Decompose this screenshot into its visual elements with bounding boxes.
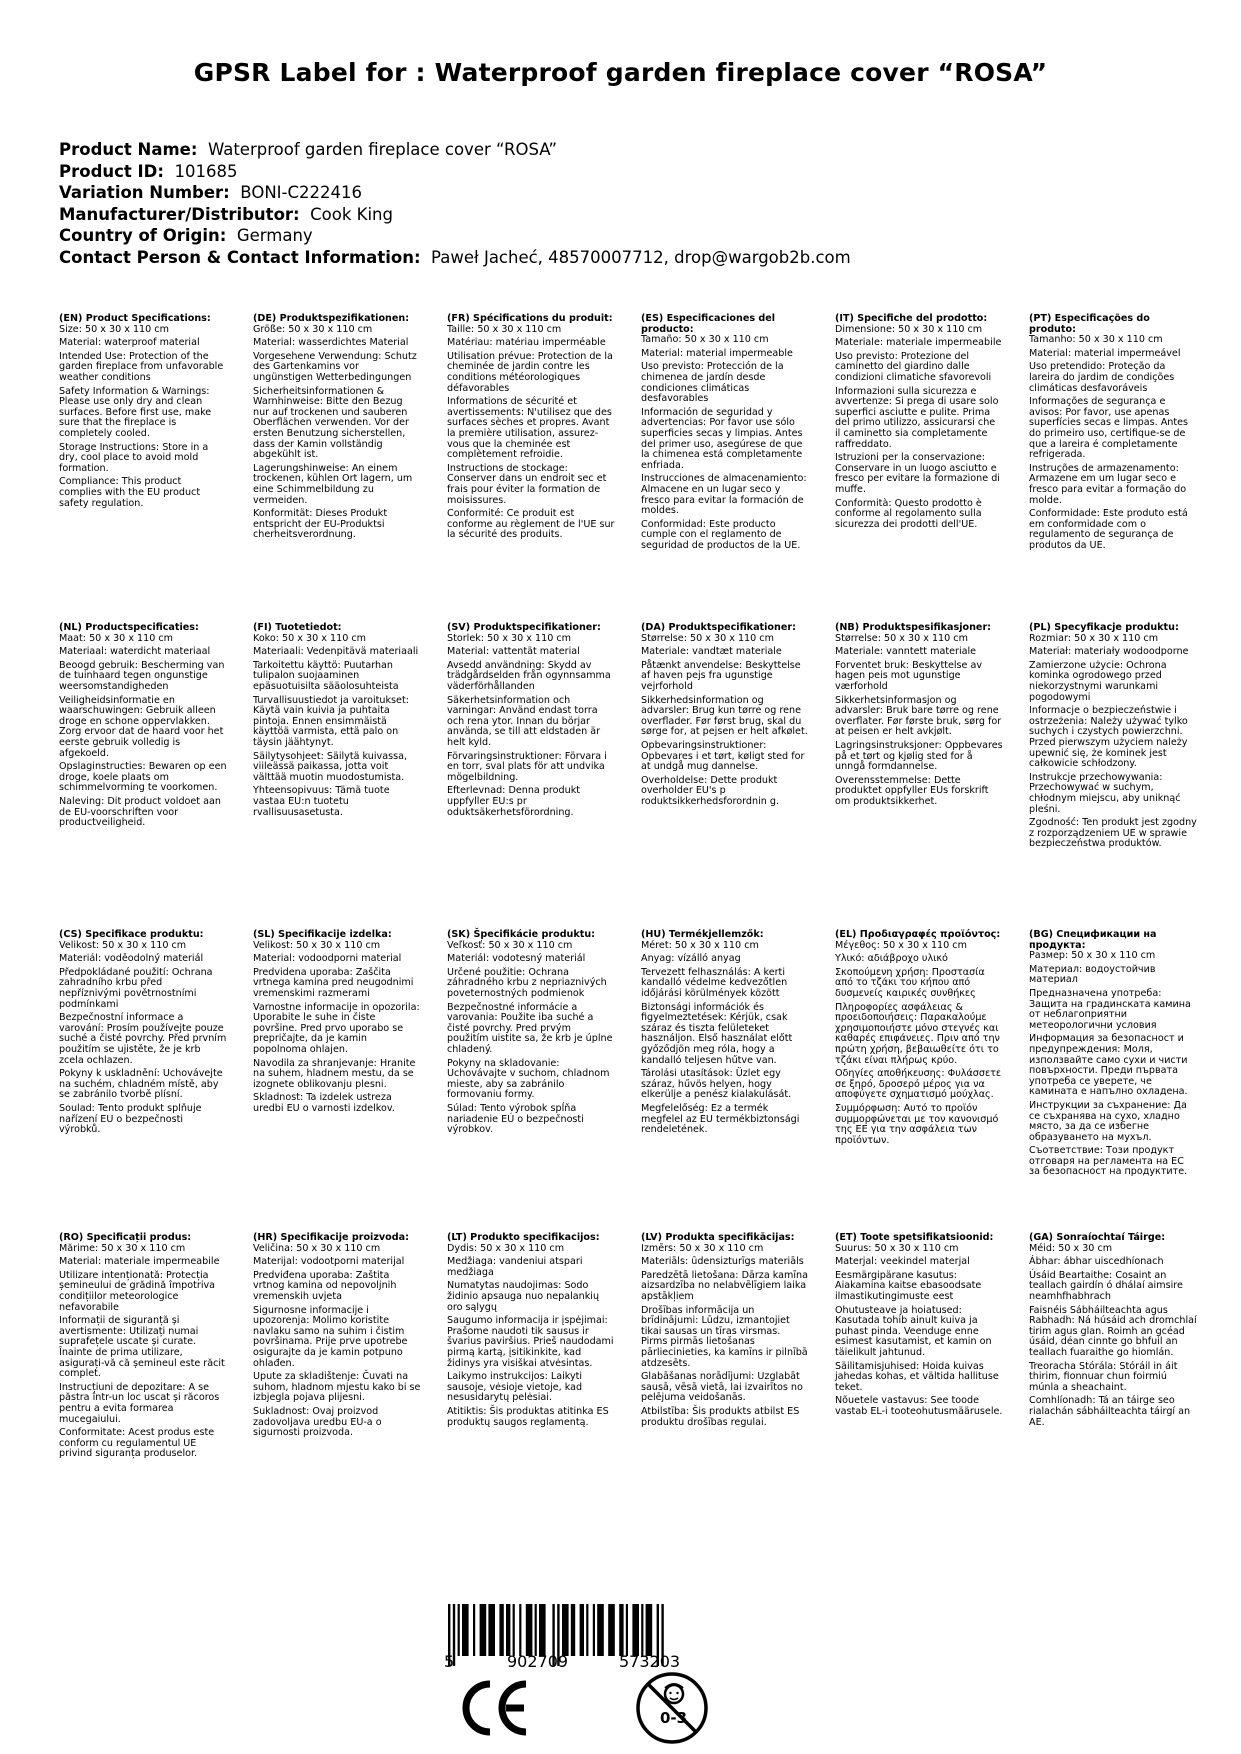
- spec-line: Zamierzone użycie: Ochrona kominka ogrodowego przed niekorzystnymi warunkami pogodowymi: [1029, 659, 1167, 703]
- spec-heading: (EN) Product Specifications:: [59, 313, 211, 324]
- country-row: [59, 225, 851, 247]
- spec-heading: (ES) Especificaciones del producto:: [641, 313, 776, 335]
- spec-block: [447, 1233, 615, 1431]
- spec-line: Μέγεθος: 50 x 30 x 110 cm: [835, 939, 967, 951]
- spec-line: Säilytysohjeet: Säilytä kuivassa, viileässä paikassa, jotta voit välttää muotin muodostumista.: [253, 750, 408, 783]
- spec-block: [447, 930, 615, 1139]
- spec-line: Conformité: Ce produit est conforme au règlement de l'UE sur la sécurité des produits.: [447, 508, 615, 541]
- spec-line: Informacje o bezpieczeństwie i ostrzeżenia: Należy używać tylko suchych i czystych powierzchni. Przed pierwszym użyciem należy upewnić się, że kominek jest całkowicie schłodzony.: [1029, 705, 1188, 770]
- spec-line: Storage Instructions: Store in a dry, cool place to avoid mold formation.: [59, 441, 209, 474]
- age-warning-label: 0-3: [660, 1709, 688, 1727]
- spec-line: Materiale: vanntett materiale: [835, 646, 977, 658]
- ce-mark-icon: [458, 1678, 530, 1738]
- spec-block: [641, 1233, 809, 1431]
- spec-line: Informații de siguranță și avertismente: Utilizați numai suprafețele uscate și curate. Înainte de prima utilizare, asigurați-vă că șemineul este răcit complet.: [59, 1315, 225, 1380]
- spec-line: Conformidade: Este produto está em conformidade com o regulamento de segurança de produtos da UE.: [1029, 508, 1188, 551]
- spec-line: Anyag: vízálló anyag: [641, 953, 741, 965]
- spec-heading: (ET) Toote spetsifikatsioonid:: [835, 1232, 994, 1243]
- spec-block: [835, 314, 1003, 533]
- spec-line: Comhlíonadh: Tá an táirge seo rialachán sábháilteachta táirgí an AE.: [1029, 1395, 1191, 1428]
- spec-line: Materiál: voděodolný materiál: [59, 953, 204, 965]
- spec-line: Säilitamisjuhised: Hoida kuivas jahedas kohas, et vältida hallituse teket.: [835, 1360, 999, 1393]
- spec-line: Säkerhetsinformation och varningar: Använd endast torra och rena ytor. Innan du börjar använda, se till att eldstaden är helt kyld.: [447, 694, 601, 748]
- spec-line: Tervezett felhasználás: A kerti kandalló védelme kedvezőtlen időjárási körülmények között: [641, 966, 788, 999]
- spec-line: Úsáid Beartaithe: Cosaint an teallach gairdín ó dhálaí aimsire neamhfhabhrach: [1029, 1269, 1183, 1302]
- spec-line: Upute za skladištenje: Čuvati na suhom, hladnom mjestu kako bi se izbjegla pojava plijesni.: [253, 1371, 421, 1404]
- spec-heading: (GA) Sonraíochtaí Táirge:: [1029, 1232, 1166, 1243]
- info-label: Product Name:: [59, 140, 198, 159]
- spec-line: Sikkerhetsinformasjon og advarsler: Bruk bare tørre og rene overflater. Før første bruk, sørg for at peisen er helt avkjølt.: [835, 694, 1002, 738]
- spec-line: Předpokládané použití: Ochrana zahradního krbu před nepříznivými povětrnostními podmínkami: [59, 966, 213, 1010]
- spec-line: Size: 50 x 30 x 110 cm: [59, 323, 169, 335]
- barcode-bar: [499, 1604, 503, 1656]
- spec-line: Naleving: Dit product voldoet aan de EU-voorschriften voor productveiligheid.: [59, 795, 221, 829]
- spec-block: [1029, 1233, 1197, 1431]
- spec-line: Съответствие: Този продукт отговаря на регламента на ЕС за безопасност на продуктите.: [1029, 1145, 1188, 1178]
- spec-heading: (FR) Spécifications du produit:: [447, 313, 613, 324]
- spec-heading: (HU) Termékjellemzők:: [641, 929, 764, 940]
- spec-line: Materiaal: waterdicht materiaal: [59, 646, 211, 658]
- spec-line: Predvidena uporaba: Zaščita vrtnega kamina pred neugodnimi vremenskimi razmerami: [253, 966, 414, 999]
- spec-line: Conformità: Questo prodotto è conforme al regolamento sulla sicurezza dei prodotti dell'UE.: [835, 497, 982, 530]
- barcode-bar: [580, 1604, 584, 1656]
- info-value: BONI-C222416: [240, 183, 362, 202]
- spec-block: [1029, 623, 1197, 853]
- spec-line: Turvallisuustiedot ja varoitukset: Käytä vain kuivia ja puhtaita pintoja. Ennen ensimmäistä käyttöä varmista, että palo on täysin jäähtynyt.: [253, 694, 409, 748]
- info-label: Country of Origin:: [59, 226, 227, 245]
- spec-line: Izmērs: 50 x 30 x 110 cm: [641, 1242, 764, 1254]
- spec-line: Tárolási utasítások: Üzlet egy száraz, hűvös helyen, hogy elkerülje a penész kialakulását.: [641, 1068, 792, 1101]
- spec-line: Instrucciones de almacenamiento: Almacene en un lugar seco y fresco para evitar la formación de moldes.: [641, 473, 807, 517]
- spec-heading: (PT) Especificações do produto:: [1029, 313, 1150, 335]
- spec-block: [1029, 314, 1197, 554]
- spec-line: Instructions de stockage: Conserver dans un endroit sec et frais pour éviter la formation de moisissures.: [447, 462, 607, 506]
- spec-heading: (EL) Προδιαγραφές προϊόντος:: [835, 929, 1001, 940]
- spec-line: Treoracha Stórála: Stóráil in áit thirim, fionnuar chun foirmiú múnla a sheachaint.: [1029, 1360, 1178, 1393]
- spec-heading: (DE) Produktspezifikationen:: [253, 313, 410, 324]
- spec-line: Beoogd gebruik: Bescherming van de tuinhaard tegen ongunstige weersomstandigheden: [59, 659, 225, 692]
- spec-line: Megfelelőség: Ez a termék megfelel az EU termékbiztonsági rendeletének.: [641, 1102, 800, 1136]
- spec-line: Tamanho: 50 x 30 x 110 cm: [1029, 334, 1163, 346]
- spec-line: Material: waterproof material: [59, 337, 200, 349]
- spec-heading: (SV) Produktspecifikationer:: [447, 622, 601, 633]
- barcode-digits-left: 902709: [507, 1652, 569, 1671]
- spec-heading: (DA) Produktspecifikationer:: [641, 622, 796, 633]
- spec-line: Størrelse: 50 x 30 x 110 cm: [641, 632, 774, 644]
- spec-line: Conformidad: Este producto cumple con el reglamento de seguridad de productos de la UE.: [641, 518, 801, 551]
- spec-line: Rozmiar: 50 x 30 x 110 cm: [1029, 632, 1159, 644]
- contact-row: [59, 247, 851, 269]
- spec-line: Veličina: 50 x 30 x 110 cm: [253, 1242, 381, 1254]
- spec-line: Πληροφορίες ασφάλειας & προειδοποιήσεις: Παρακαλούμε χρησιμοποιήστε μόνο στεγνές και καθαρές επιφάνειες. Πριν από την πρώτη χρήση, βεβαιωθείτε ότι το τζάκι είναι πλήρως κρύο.: [835, 1001, 1000, 1066]
- spec-line: Matériau: matériau imperméable: [447, 337, 606, 349]
- spec-line: Konformität: Dieses Produkt entspricht der EU-Produktsi cherheitsverordnung.: [253, 508, 388, 541]
- barcode-bar: [480, 1604, 487, 1656]
- spec-line: Предназначена употреба: Защита на градинската камина от неблагоприятни метеорологични условия: [1029, 987, 1191, 1031]
- spec-line: Инструкции за съхранение: Да се съхранява на сухо, хладно място, за да се избегне образуването на мухъл.: [1029, 1099, 1187, 1143]
- spec-line: Материал: водоустойчив материал: [1029, 963, 1156, 986]
- spec-line: Material: vattentät material: [447, 646, 580, 658]
- spec-line: Tarkoitettu käyttö: Puutarhan tulipalon suojaaminen epäsuotuisilta sääolosuhteista: [253, 659, 399, 692]
- barcode-bar: [619, 1604, 623, 1656]
- spec-line: Forventet bruk: Beskyttelse av hagen peis mot ugunstige værforhold: [835, 659, 983, 692]
- spec-heading: (NL) Productspecificaties:: [59, 622, 199, 633]
- spec-heading: (NB) Produktspesifikasjoner:: [835, 622, 992, 633]
- barcode-bar: [535, 1604, 537, 1656]
- spec-line: Biztonsági információk és figyelmeztetések: Kérjük, csak száraz és tiszta felületeket használjon. Első használat előtt győződjön meg róla, hogy a kandalló teljesen hűtve van.: [641, 1001, 793, 1066]
- spec-line: Størrelse: 50 x 30 x 110 cm: [835, 632, 968, 644]
- spec-heading: (HR) Specifikacije proizvoda:: [253, 1232, 409, 1243]
- spec-line: Ohutusteave ja hoiatused: Kasutada tohib ainult kuiva ja puhast pinda. Veenduge enne esimest kasutamist, et kamin on täielikult jahtunud.: [835, 1304, 992, 1358]
- spec-line: Förvaringsinstruktioner: Förvara i en torr, sval plats för att undvika mögelbildning.: [447, 750, 607, 783]
- spec-line: Informazioni sulla sicurezza e avvertenze: Si prega di usare solo superfici asciutte e pulite. Prima del primo utilizzo, assicurarsi che il caminetto sia completamente raffreddato.: [835, 385, 999, 450]
- spec-block: [835, 623, 1003, 811]
- spec-block: [1029, 930, 1197, 1181]
- barcode-bar: [506, 1604, 510, 1656]
- spec-line: Avsedd användning: Skydd av trädgårdselden från ogynnsamma väderförhållanden: [447, 659, 611, 692]
- manufacturer-row: [59, 204, 851, 226]
- barcode-bar: [458, 1604, 460, 1656]
- spec-line: Veľkosť: 50 x 30 x 110 cm: [447, 939, 573, 951]
- spec-block: [59, 930, 227, 1139]
- spec-line: Tamaño: 50 x 30 x 110 cm: [641, 334, 769, 346]
- spec-line: Faisnéis Sábháilteachta agus Rabhadh: Ná húsáid ach dromchlaí tirim agus glan. Roimh an gcéad úsáid, déan cinnte go bhfuil an teallach fuaraithe go hiomlán.: [1029, 1304, 1197, 1358]
- spec-line: Saugumo informacija ir įspėjimai: Prašome naudoti tik sausus ir švarius paviršius. Prieš naudodami pirmą kartą, įsitikinkite, kad židinys yra visiškai atvėsintas.: [447, 1315, 614, 1369]
- barcode-bar: [646, 1604, 653, 1656]
- spec-line: Bezpečnostné informácie a varovania: Použite iba suché a čisté povrchy. Pred prvým použitím uistite sa, že krb je úplne chladený.: [447, 1001, 613, 1055]
- barcode-bar: [626, 1604, 628, 1656]
- barcode-bar: [593, 1604, 595, 1656]
- spec-line: Velikost: 50 x 30 x 110 cm: [59, 939, 187, 951]
- spec-line: Overholdelse: Dette produkt overholder EU's p roduktsikkerhedsforordnin g.: [641, 774, 780, 807]
- product-info: [59, 139, 851, 268]
- page-title: GPSR Label for : Waterproof garden fireplace cover “ROSA”: [193, 58, 1048, 87]
- spec-line: Dimensione: 50 x 30 x 110 cm: [835, 323, 983, 335]
- barcode-bar: [641, 1604, 643, 1656]
- spec-line: Materjal: veekindel materjal: [835, 1256, 970, 1268]
- spec-line: Drošības informācija un brīdinājumi: Lūdzu, izmantojiet tikai sausas un tīras virsmas. Pirms pirmās lietošanas pārliecinieties, ka kamīns ir pilnībā atdzesēts.: [641, 1304, 808, 1369]
- spec-line: Lagerungshinweise: An einem trockenen, kühlen Ort lagern, um eine Schimmelbildung zu vermeiden.: [253, 462, 413, 506]
- barcode-bar: [473, 1604, 475, 1656]
- spec-line: Instrukcje przechowywania: Przechowywać w suchym, chłodnym miejscu, aby uniknąć pleśni.: [1029, 771, 1181, 815]
- spec-block: [835, 1233, 1003, 1421]
- spec-line: Materiał: materiały wodoodporne: [1029, 646, 1189, 658]
- spec-line: Bezpečnostní informace a varování: Prosím používejte pouze suché a čisté povrchy. Před prvním použitím se ujistěte, že je krb zcela ochlazen.: [59, 1012, 227, 1066]
- spec-line: Sikkerhedsinformation og advarsler: Brug kun tørre og rene overflader. Før først brug, skal du sørge for, at pejsen er helt afkølet.: [641, 694, 808, 738]
- spec-line: Размер: 50 x 30 x 110 cm: [1029, 950, 1156, 962]
- spec-line: Sukladnost: Ovaj proizvod zadovoljava uredbu EU-a o sigurnosti proizvoda.: [253, 1405, 382, 1439]
- spec-line: Utilizare intenționată: Protecția șemineului de grădină împotriva condițiilor meteorologice nefavorabile: [59, 1269, 216, 1313]
- spec-line: Material: materiale impermeabile: [59, 1256, 220, 1268]
- spec-heading: (CS) Specifikace produktu:: [59, 929, 204, 940]
- barcode-bar: [571, 1604, 575, 1656]
- spec-line: Materiale: vandtæt materiale: [641, 646, 782, 658]
- spec-line: Numatytas naudojimas: Sodo židinio apsauga nuo nepalankių oro sąlygų: [447, 1280, 600, 1313]
- spec-line: Maat: 50 x 30 x 110 cm: [59, 632, 174, 644]
- spec-line: Dydis: 50 x 30 x 110 cm: [447, 1242, 565, 1254]
- spec-line: Информация за безопасност и предупреждения: Моля, използвайте само сухи и чисти повърхности. Преди първата употреба се уверете, че камината е напълно охладена.: [1029, 1033, 1188, 1098]
- age-warning-icon: [634, 1670, 710, 1746]
- spec-line: Atitiktis: Šis produktas atitinka ES produktų saugos reglamentą.: [447, 1405, 609, 1428]
- barcode-bar: [586, 1604, 588, 1656]
- barcode-bar: [562, 1604, 569, 1656]
- spec-line: Koko: 50 x 30 x 110 cm: [253, 632, 366, 644]
- barcode-bar: [608, 1604, 615, 1656]
- spec-line: Pokyny k uskladnění: Uchovávejte na suchém, chladném místě, aby se zabránilo tvorbě plísní.: [59, 1068, 223, 1101]
- product-name-row: [59, 139, 851, 161]
- spec-line: Zgodność: Ten produkt jest zgodny z rozporządzeniem UE w sprawie bezpieczeństwa produktów.: [1029, 817, 1197, 850]
- spec-line: Påtænkt anvendelse: Beskyttelse af haven pejs fra ugunstige vejrforhold: [641, 659, 801, 692]
- spec-block: [447, 623, 615, 821]
- info-value: 101685: [174, 161, 238, 181]
- spec-line: Méret: 50 x 30 x 110 cm: [641, 939, 759, 951]
- barcode-bar: [513, 1604, 515, 1656]
- spec-heading: (IT) Specifiche del prodotto:: [835, 313, 988, 324]
- info-value: Cook King: [310, 204, 393, 224]
- spec-line: Material: material impermeable: [641, 347, 793, 359]
- spec-line: Súlad: Tento výrobok spĺňa nariadenie EÚ o bezpečnosti výrobkov.: [447, 1102, 584, 1136]
- spec-line: Varnostne informacije in opozorila: Uporabite le suhe in čiste površine. Pred prvo uporabo se prepričajte, da je kamin popolnoma ohlajen.: [253, 1001, 420, 1055]
- spec-line: Uso pretendido: Proteção da lareira do jardim de condições climáticas desfavoráveis: [1029, 361, 1175, 394]
- spec-heading: (LV) Produkta specifikācijas:: [641, 1232, 795, 1243]
- barcode-bar: [539, 1604, 546, 1656]
- spec-line: Určené použitie: Ochrana záhradného krbu z nepriaznivých poveternostných podmienok: [447, 966, 607, 999]
- spec-line: Compliance: This product complies with the EU product safety regulation.: [59, 476, 201, 509]
- spec-heading: (SL) Specifikacije izdelka:: [253, 929, 392, 940]
- spec-line: Nõuetele vastavus: See toode vastab EL-i tooteohutusmäärusele.: [835, 1395, 1003, 1417]
- spec-line: Velikost: 50 x 30 x 110 cm: [253, 939, 381, 951]
- spec-line: Veiligheidsinformatie en waarschuwingen: Gebruik alleen droge en schone oppervlakken. Zorg ervoor dat de haard voor het eerste gebruik volledig is afgekoeld.: [59, 694, 224, 759]
- spec-line: Pokyny na skladovanie: Uchovávajte v suchom, chladnom mieste, aby sa zabránilo formovaniu formy.: [447, 1057, 610, 1101]
- spec-line: Eesmärgipärane kasutus: Aiakamina kaitse ebasoodsate ilmastikutingimuste eest: [835, 1269, 982, 1302]
- spec-line: Opbevaringsinstruktioner: Opbevares i et tørt, køligt sted for at undgå mug dannelse.: [641, 739, 805, 773]
- spec-line: Intended Use: Protection of the garden fireplace from unfavorable weather conditions: [59, 350, 224, 383]
- spec-block: [253, 1233, 421, 1442]
- product-id-row: [59, 161, 851, 183]
- spec-heading: (SK) Špecifikácie produktu:: [447, 929, 596, 940]
- spec-line: Storlek: 50 x 30 x 110 cm: [447, 632, 572, 644]
- spec-line: Medžiaga: vandeniui atspari medžiaga: [447, 1256, 583, 1278]
- spec-line: Efterlevnad: Denna produkt uppfyller EU:s pr oduktsäkerhetsförordning.: [447, 785, 581, 818]
- spec-block: [835, 930, 1003, 1149]
- barcode-bar: [488, 1604, 495, 1656]
- spec-block: [641, 623, 809, 811]
- spec-line: Vorgesehene Verwendung: Schutz des Gartenkamins vor ungünstigen Wetterbedingungen: [253, 350, 417, 383]
- info-value: Waterproof garden fireplace cover “ROSA”: [207, 140, 558, 159]
- spec-line: Predviđena uporaba: Zaštita vrtnog kamina od nepovoljnih vremenskih uvjeta: [253, 1269, 397, 1302]
- spec-block: [59, 314, 227, 512]
- spec-block: [641, 314, 809, 554]
- barcode-digits-right: 573203: [619, 1652, 681, 1671]
- spec-heading: (PL) Specyfikacje produktu:: [1029, 622, 1179, 633]
- spec-line: Conformitate: Acest produs este conform cu regulamentul UE privind siguranța produselor.: [59, 1427, 215, 1460]
- spec-line: Materiale: materiale impermeabile: [835, 337, 1002, 349]
- spec-block: [253, 930, 421, 1118]
- info-value: Germany: [236, 226, 313, 245]
- info-label: Product ID:: [59, 161, 164, 181]
- spec-block: [59, 623, 227, 832]
- spec-line: Uso previsto: Protección de la chimenea de jardín desde condiciones climáticas desfavorables: [641, 361, 784, 405]
- spec-line: Υλικό: αδιάβροχο υλικό: [835, 953, 948, 965]
- spec-line: Informações de segurança e avisos: Por favor, use apenas superfícies secas e limpas. Antes do primeiro uso, certifique-se de que a lareira é completamente refrigerada.: [1029, 396, 1189, 461]
- spec-line: Safety Information & Warnings: Please use only dry and clean surfaces. Before first use, make sure that the fireplace is completely cooled.: [59, 385, 212, 439]
- spec-line: Istruzioni per la conservazione: Conservare in un luogo asciutto e fresco per evitare la formazione di muffe.: [835, 452, 1000, 495]
- spec-block: [253, 314, 421, 544]
- info-value: Paweł Jacheć, 48570007712, drop@wargob2b.com: [431, 247, 851, 267]
- spec-line: Materiál: vodotesný materiál: [447, 953, 586, 965]
- spec-line: Mărime: 50 x 30 x 110 cm: [59, 1242, 186, 1254]
- spec-heading: (LT) Produkto specifikacijos:: [447, 1232, 600, 1243]
- barcode-digit-lead: 5: [444, 1652, 455, 1671]
- spec-line: Laikymo instrukcijos: Laikyti sausoje, vėsioje vietoje, kad nesusidarytų pelėsiai.: [447, 1371, 583, 1404]
- spec-block: [253, 623, 421, 821]
- spec-line: Instruções de armazenamento: Armazene em um lugar seco e fresco para evitar a formação do molde.: [1029, 462, 1187, 506]
- spec-line: Glabāšanas norādījumi: Uzglabāt sausā, vēsā vietā, lai izvairītos no pelējuma veidošanās.: [641, 1371, 803, 1404]
- spec-line: Navodila za shranjevanje: Hranite na suhem, hladnem mestu, da se izognete oblikovanju plesni.: [253, 1057, 416, 1090]
- spec-line: Instrucțiuni de depozitare: A se păstra într-un loc uscat și răcoros pentru a evita formarea mucegaiului.: [59, 1381, 220, 1425]
- spec-line: Συμμόρφωση: Αυτό το προϊόν συμμορφώνεται με τον κανονισμό της ΕΕ για την ασφάλεια των προϊόντων.: [835, 1102, 999, 1146]
- barcode-bar: [632, 1604, 639, 1656]
- spec-line: Paredzētā lietošana: Dārza kamīna aizsardzība no nelabvēlīgiem laika apstākļiem: [641, 1269, 808, 1302]
- spec-line: Materiaali: Vedenpitävä materiaali: [253, 646, 419, 658]
- spec-line: Material: material impermeável: [1029, 347, 1181, 359]
- spec-block: [447, 314, 615, 544]
- barcode-bar: [526, 1604, 533, 1656]
- barcode-bar: [519, 1604, 521, 1656]
- spec-line: Skladnost: Ta izdelek ustreza uredbi EU o varnosti izdelkov.: [253, 1092, 395, 1114]
- spec-line: Οδηγίες αποθήκευσης: Φυλάσσετε σε ξηρό, δροσερό μέρος για να αποφύγετε σχηματισμό μούχλας.: [835, 1068, 1002, 1101]
- spec-line: Overensstemmelse: Dette produktet oppfyller EUs forskrift om produktsikkerhet.: [835, 774, 989, 807]
- spec-line: Ábhar: ábhar uiscedhíonach: [1029, 1256, 1164, 1268]
- spec-line: Opslaginstructies: Bewaren op een droge, koele plaats om schimmelvorming te voorkomen.: [59, 761, 227, 794]
- spec-line: Σκοπούμενη χρήση: Προστασία από το τζάκι του κήπου από δυσμενείς καιρικές συνθήκες: [835, 966, 985, 999]
- spec-block: [641, 930, 809, 1139]
- spec-line: Sigurnosne informacije i upozorenja: Molimo koristite navlaku samo na suhim i čistim površinama. Prije prve upotrebe osigurajte da je kamin potpuno ohlađen.: [253, 1304, 408, 1369]
- spec-line: Atbilstība: Šis produkts atbilst ES produktu drošības regulai.: [641, 1405, 800, 1428]
- spec-line: Información de seguridad y advertencias: Por favor use sólo superficies secas y limpias. Antes del primer uso, asegúrese de que la chimenea está completamente enfriada.: [641, 406, 803, 471]
- spec-line: Größe: 50 x 30 x 110 cm: [253, 323, 373, 335]
- spec-line: Taille: 50 x 30 x 110 cm: [447, 323, 562, 335]
- spec-heading: (BG) Спецификации на продукта:: [1029, 929, 1157, 951]
- spec-line: Uso previsto: Protezione del caminetto del giardino dalle condizioni climatiche sfavorevoli: [835, 350, 992, 383]
- barcode-bar: [462, 1604, 469, 1656]
- spec-line: Sicherheitsinformationen & Warnhinweise: Bitte den Bezug nur auf trockenen und sauberen Oberflächen verwenden. Vor der ersten Benutzung sicherstellen, dass der Kamin vollständig abgekühlt ist.: [253, 385, 409, 461]
- spec-line: Material: vodoodporni material: [253, 953, 402, 965]
- barcode-bar: [597, 1604, 604, 1656]
- spec-line: Soulad: Tento produkt splňuje nařízení EU o bezpečnosti výrobků.: [59, 1102, 202, 1136]
- spec-line: Materijal: vodootporni materijal: [253, 1256, 405, 1268]
- spec-line: Materiāls: ūdensizturīgs materiāls: [641, 1256, 804, 1268]
- spec-line: Lagringsinstruksjoner: Oppbevares på et tørt og kjølig sted for å unngå formdannelse.: [835, 739, 1003, 773]
- spec-line: Yhteensopivuus: Tämä tuote vastaa EU:n tuotetu rvallisuusasetusta.: [253, 785, 390, 818]
- variation-number-row: [59, 182, 851, 204]
- info-label: Manufacturer/Distributor:: [59, 204, 300, 224]
- info-label: Variation Number:: [59, 183, 230, 202]
- spec-heading: (RO) Specificații produs:: [59, 1232, 192, 1243]
- spec-line: Suurus: 50 x 30 x 110 cm: [835, 1242, 959, 1254]
- spec-block: [59, 1233, 227, 1463]
- spec-line: Méid: 50 x 30 cm: [1029, 1242, 1113, 1254]
- spec-line: Informations de sécurité et avertissements: N'utilisez que des surfaces sèches et propres. Avant la première utilisation, assurez-vous que la cheminée est complètement refroidie.: [447, 396, 612, 461]
- info-label: Contact Person & Contact Information:: [59, 247, 421, 267]
- spec-heading: (FI) Tuotetiedot:: [253, 622, 342, 633]
- spec-line: Utilisation prévue: Protection de la cheminée de jardin contre les conditions météorologiques défavorables: [447, 350, 613, 394]
- spec-line: Material: wasserdichtes Material: [253, 337, 409, 349]
